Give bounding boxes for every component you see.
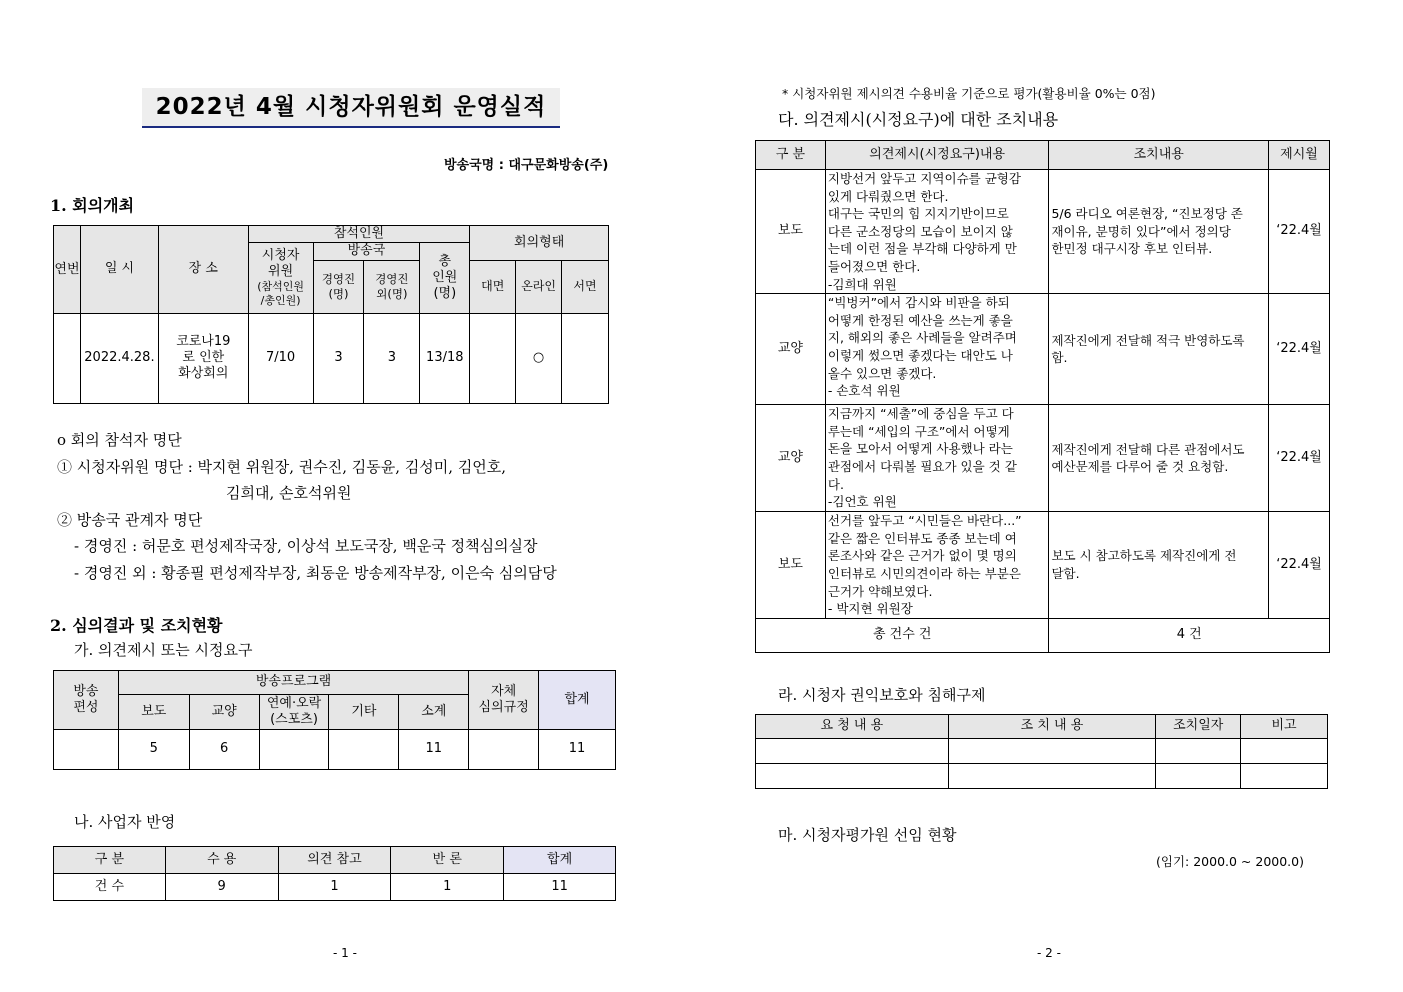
header-month: 제시월 (1269, 141, 1330, 170)
reflect-table (53, 846, 616, 901)
header-viewer-members: 시청자 위원 (참석인원 /총인원) (248, 243, 313, 313)
cell-opinion: 지방선거 앞두고 지역이슈를 균형감 있게 다뤄줬으면 한다. 대구는 국민의 힘 지지기반이므로 다른 군소정당의 모습이 보이지 않 는데 이런 점을 부각해 다양하게 만 들어졌으면 한다. -김희대 위원 (825, 170, 1049, 294)
rights-table (755, 714, 1328, 789)
header-request: 요 청 내 용 (756, 715, 949, 739)
header-type: 구 분 (756, 141, 826, 170)
table-row (756, 739, 1328, 764)
header-program: 방송프로그램 (118, 671, 468, 695)
cell-rebuttal: 1 (391, 874, 504, 901)
cell-row-label: 건 수 (54, 874, 166, 901)
table-row (756, 764, 1328, 789)
cell-opinion: 선거를 앞두고 “시민들은 바란다...” 같은 짧은 인터뷰도 종종 보는데 여 론조사와 같은 근거가 없이 몇 명의 인터뷰로 시민의견이라 하는 부분은 근거가 약해보였다. - 박지현 위원장 (825, 512, 1049, 619)
cell-broadcast (54, 730, 119, 770)
subsection-ma: 마. 시청자평가원 선임 현황 (778, 826, 957, 844)
cell-action: 보도 시 참고하도록 제작진에게 전 달함. (1049, 512, 1269, 619)
table-row (54, 313, 609, 403)
station-name: 방송국명 : 대구문화방송(주) (444, 158, 609, 173)
header-self-review: 자체 심의규정 (469, 671, 539, 730)
viewer-member-list-cont: 김희대, 손호석위원 (226, 484, 352, 502)
header-culture: 교양 (189, 695, 259, 730)
subsection-ra: 라. 시청자 권익보호와 침해구제 (778, 686, 986, 704)
cell-month: ‘22.4월 (1269, 405, 1330, 512)
cell-exec: 3 (313, 313, 364, 403)
page-number-1: - 1 - (333, 946, 357, 960)
cell-face (470, 313, 516, 403)
cell-empty (948, 739, 1156, 764)
attendees-heading: o 회의 참석자 명단 (57, 431, 182, 449)
header-station: 방송국 (313, 243, 420, 260)
cell-online: ○ (516, 313, 562, 403)
header-accept: 수 용 (165, 847, 278, 874)
exec-list: - 경영진 : 허문호 편성제작국장, 이상석 보도국장, 백운국 정책심의실장 (74, 537, 538, 555)
header-no: 연번 (54, 226, 81, 314)
header-subtotal: 소계 (399, 695, 469, 730)
header-reference: 의견 참고 (278, 847, 391, 874)
cell-empty (1156, 739, 1241, 764)
evaluator-term: (임기: 2000.0 ~ 2000.0) (1156, 854, 1304, 869)
cell-culture: 6 (189, 730, 259, 770)
cell-non-exec: 3 (364, 313, 420, 403)
viewer-member-list: ① 시청자위원 명단 : 박지현 위원장, 권수진, 김동윤, 김성미, 김언호, (57, 458, 507, 476)
header-date: 일 시 (80, 226, 158, 314)
cell-type: 교양 (756, 405, 826, 512)
cell-total: 11 (504, 874, 616, 901)
cell-total: 11 (539, 730, 616, 770)
subsection-ga: 가. 의견제시 또는 시정요구 (74, 641, 253, 659)
cell-empty (1156, 764, 1241, 789)
header-attendance: 참석인원 (248, 226, 470, 243)
cell-viewer: 7/10 (248, 313, 313, 403)
page-number-2: - 2 - (1037, 946, 1061, 960)
cell-written (562, 313, 609, 403)
cell-total: 13/18 (420, 313, 470, 403)
cell-opinion: “빅벙커”에서 감시와 비판을 하되 어떻게 한정된 예산을 쓰는게 좋을 지, 해외의 좋은 사례들을 알려주며 이렇게 썼으면 좋겠다는 대안도 나 올수 있으면 좋겠다. - 손호석 위원 (825, 294, 1049, 405)
meeting-table (53, 225, 609, 404)
cell-empty (756, 739, 949, 764)
header-broadcast: 방송 편성 (54, 671, 119, 730)
cell-place: 코로나19 로 인한 화상회의 (158, 313, 248, 403)
station-staff-heading: ② 방송국 관계자 명단 (57, 511, 203, 529)
cell-entertainment (259, 730, 329, 770)
table-row (54, 874, 616, 901)
cell-accept: 9 (165, 874, 278, 901)
header-rebuttal: 반 론 (391, 847, 504, 874)
cell-subtotal: 11 (399, 730, 469, 770)
cell-month: ‘22.4월 (1269, 170, 1330, 294)
table-row (756, 405, 1330, 512)
table-row (756, 294, 1330, 405)
cell-news: 5 (118, 730, 189, 770)
header-action: 조치내용 (1049, 141, 1269, 170)
cell-empty (1241, 764, 1328, 789)
header-face-to-face: 대면 (470, 260, 516, 313)
header-entertainment: 연예·오락 (스포츠) (259, 695, 329, 730)
cell-total-label: 총 건수 건 (756, 618, 1049, 652)
table-row (756, 170, 1330, 294)
cell-reference: 1 (278, 874, 391, 901)
cell-total-value: 4 건 (1049, 618, 1330, 652)
header-total: 합계 (539, 671, 616, 730)
table-row (54, 730, 616, 770)
cell-type: 보도 (756, 170, 826, 294)
non-exec-list: - 경영진 외 : 황종필 편성제작부장, 최동운 방송제작부장, 이은숙 심의담당 (74, 564, 557, 582)
action-table (755, 140, 1330, 653)
subsection-da: 다. 의견제시(시정요구)에 대한 조치내용 (778, 110, 1059, 129)
header-action-date: 조치일자 (1156, 715, 1241, 739)
cell-action: 제작진에게 전달해 적극 반영하도록 함. (1049, 294, 1269, 405)
header-etc: 기타 (329, 695, 399, 730)
cell-month: ‘22.4월 (1269, 512, 1330, 619)
header-place: 장 소 (158, 226, 248, 314)
table-row (756, 512, 1330, 619)
cell-month: ‘22.4월 (1269, 294, 1330, 405)
header-type: 구 분 (54, 847, 166, 874)
total-row (756, 618, 1330, 652)
header-note: 비고 (1241, 715, 1328, 739)
cell-type: 보도 (756, 512, 826, 619)
cell-type: 교양 (756, 294, 826, 405)
cell-empty (948, 764, 1156, 789)
program-table (53, 670, 616, 770)
cell-self-review (469, 730, 539, 770)
page-title: 2022년 4월 시청자위원회 운영실적 (142, 88, 560, 128)
cell-etc (329, 730, 399, 770)
header-online: 온라인 (516, 260, 562, 313)
header-meeting-form: 회의형태 (470, 226, 609, 261)
cell-date: 2022.4.28. (80, 313, 158, 403)
evaluation-note: * 시청자위원 제시의견 수용비율 기준으로 평가(활용비율 0%는 0점) (782, 86, 1156, 101)
header-news: 보도 (118, 695, 189, 730)
header-exec: 경영진 (명) (313, 260, 364, 313)
header-written: 서면 (562, 260, 609, 313)
cell-action: 제작진에게 전달해 다른 관점에서도 예산문제를 다루어 줄 것 요청함. (1049, 405, 1269, 512)
header-non-exec: 경영진 외(명) (364, 260, 420, 313)
section-meeting-heading: 1. 회의개최 (50, 196, 135, 215)
subsection-na: 나. 사업자 반영 (74, 813, 176, 831)
cell-action: 5/6 라디오 여론현장, “진보정당 존 재이유, 분명히 있다”에서 정의당 한민정 대구시장 후보 인터뷰. (1049, 170, 1269, 294)
header-action: 조 치 내 용 (948, 715, 1156, 739)
header-total: 합계 (504, 847, 616, 874)
cell-no (54, 313, 81, 403)
header-opinion: 의견제시(시정요구)내용 (825, 141, 1049, 170)
section-review-heading: 2. 심의결과 및 조치현황 (50, 616, 223, 635)
cell-empty (1241, 739, 1328, 764)
cell-empty (756, 764, 949, 789)
header-total: 총 인원 (명) (420, 243, 470, 313)
cell-opinion: 지금까지 “세출”에 중심을 두고 다 루는데 “세입의 구조”에서 어떻게 돈을 모아서 어떻게 사용했나 라는 관점에서 다뤄볼 필요가 있을 것 같 다. -김언호 위원 (825, 405, 1049, 512)
